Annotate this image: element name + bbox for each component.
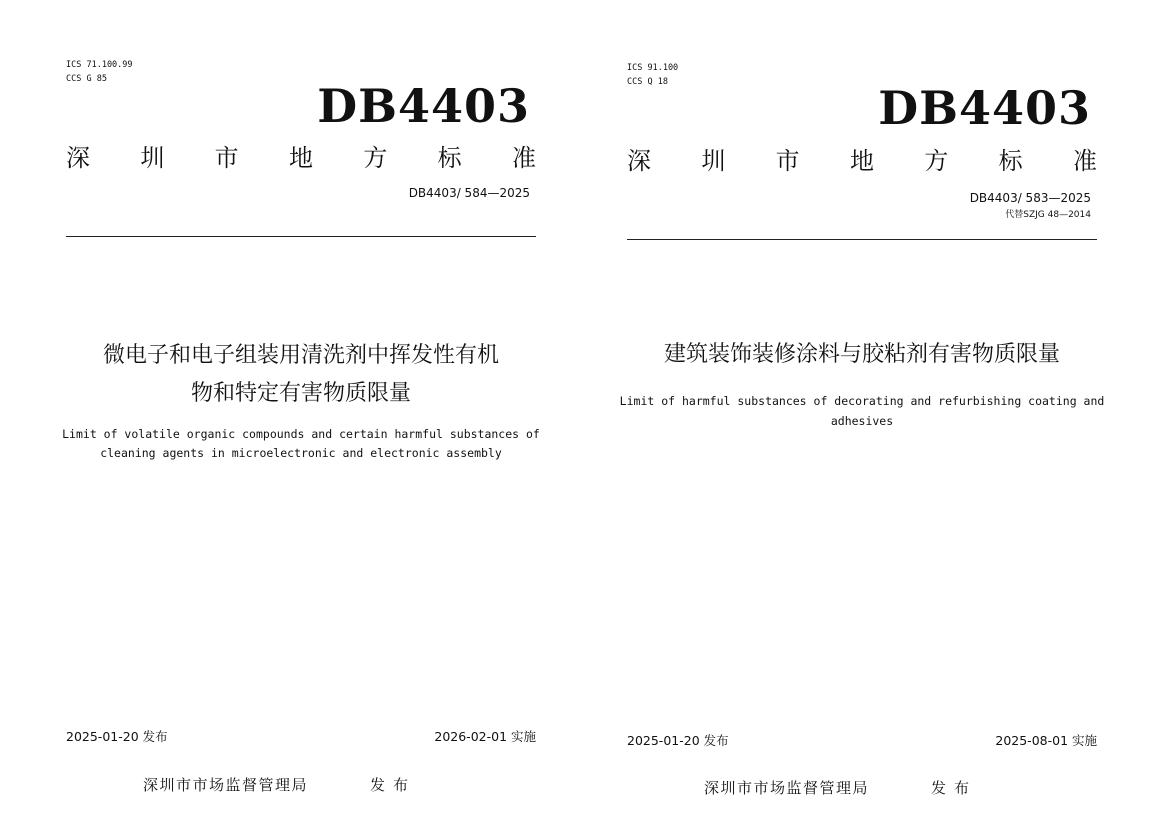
standard-type-char: 深	[66, 144, 90, 172]
issuer-line	[143, 778, 416, 793]
header-rule	[66, 236, 536, 237]
ics-code: ICS 91.100	[627, 63, 679, 73]
standard-type-char: 地	[288, 144, 313, 172]
standard-type-char: 标	[998, 147, 1023, 175]
standard-mark: DB4403	[878, 81, 1091, 135]
header-rule	[627, 239, 1097, 240]
effective-date: 2025-08-01 实施	[995, 733, 1097, 748]
standard-type-char: 准	[511, 144, 536, 172]
standard-cover-583	[619, 0, 1105, 824]
classification-codes	[627, 61, 678, 89]
effective-date: 2026-02-01 实施	[434, 729, 536, 744]
issuer-name: 深圳市市场监督管理局	[704, 779, 870, 797]
standard-type-char: 深	[627, 147, 651, 175]
issue-verb: 发布	[931, 779, 978, 797]
standard-type-char: 圳	[701, 147, 726, 175]
standard-type-char: 市	[775, 147, 800, 175]
title-chinese	[617, 336, 1107, 374]
ics-code: ICS 71.100.99	[66, 60, 133, 70]
replaces-standard: 代替SZJG 48—2014	[1005, 210, 1091, 220]
standard-type	[66, 146, 536, 170]
issue-date: 2025-01-20 发布	[66, 729, 168, 744]
standard-mark: DB4403	[317, 79, 530, 133]
title-english-line: adhesives	[830, 414, 894, 428]
title-english-line: Limit of volatile organic compounds and certain harmful substances of	[62, 427, 540, 441]
classification-codes	[66, 58, 133, 86]
standard-type-char: 方	[363, 144, 388, 172]
standard-type	[627, 149, 1097, 173]
title-english-line: Limit of harmful substances of decorating and refurbishing coating and	[619, 394, 1105, 408]
standard-type-char: 方	[924, 147, 949, 175]
title-chinese-line: 微电子和电子组装用清洗剂中挥发性有机	[102, 343, 499, 368]
title-chinese	[56, 337, 546, 413]
issuer-line	[704, 781, 977, 796]
standard-type-char: 地	[849, 147, 874, 175]
title-chinese-line: 建筑装饰装修涂料与胶粘剂有害物质限量	[663, 342, 1060, 367]
issue-date: 2025-01-20 发布	[627, 733, 729, 748]
title-english	[619, 391, 1105, 431]
standard-cover-584	[62, 0, 540, 824]
ccs-code: CCS Q 18	[627, 77, 668, 87]
title-english	[58, 425, 544, 463]
standard-number: DB4403/ 583—2025	[969, 191, 1091, 205]
ccs-code: CCS G 85	[66, 74, 107, 84]
title-chinese-line: 物和特定有害物质限量	[190, 381, 411, 406]
issue-verb: 发布	[370, 776, 417, 794]
title-english-line: cleaning agents in microelectronic and electronic assembly	[100, 446, 502, 460]
standard-type-char: 标	[437, 144, 462, 172]
standard-type-char: 市	[214, 144, 239, 172]
dates-row	[627, 735, 1097, 748]
issuer-name: 深圳市市场监督管理局	[143, 776, 309, 794]
standard-type-char: 准	[1072, 147, 1097, 175]
dates-row	[66, 731, 536, 744]
standard-number: DB4403/ 584—2025	[408, 186, 530, 200]
standard-type-char: 圳	[140, 144, 165, 172]
